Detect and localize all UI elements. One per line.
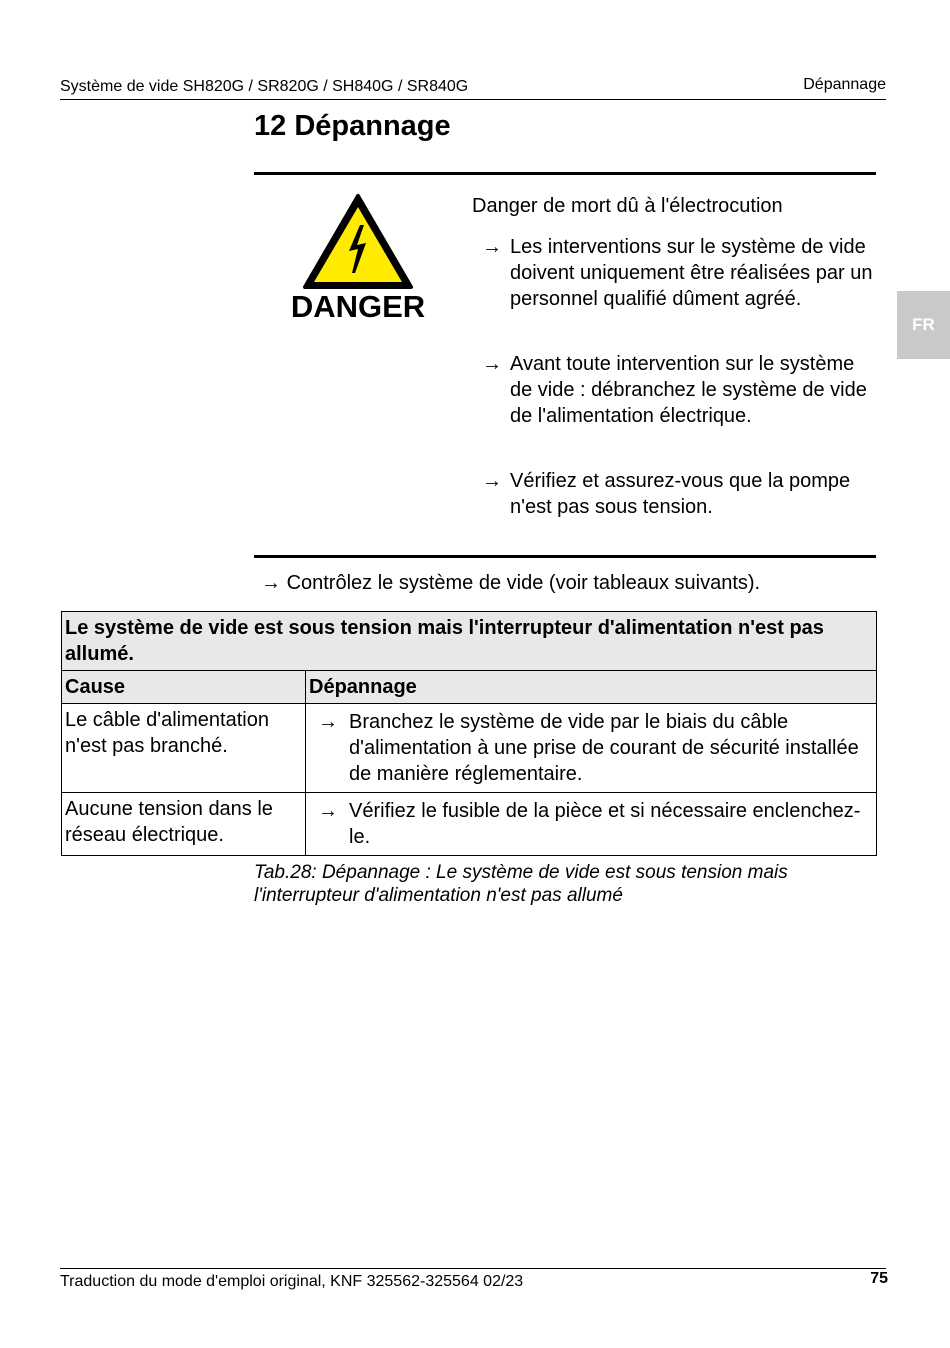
header-title: Système de vide SH820G / SR820G / SH840G / SR840G <box>60 78 469 95</box>
arrow-right-icon: → <box>261 572 281 594</box>
electric-hazard-icon <box>302 193 414 291</box>
danger-item <box>482 351 877 429</box>
section-title: 12 Dépannage <box>254 110 451 142</box>
arrow-right-icon: → <box>482 353 502 375</box>
danger-item <box>482 234 877 312</box>
arrow-right-icon: → <box>318 800 338 822</box>
danger-title: Danger de mort dû à l'électrocution <box>472 195 783 217</box>
danger-block-top-rule <box>254 172 876 175</box>
column-header-cause: Cause <box>62 671 306 704</box>
table-caption: Tab.28: Dépannage : Le système de vide est sous tension mais l'interrupteur d'alimentation n'est pas allumé <box>254 862 788 906</box>
footer-text: Traduction du mode d'emploi original, KNF 325562-325564 02/23 <box>60 1273 524 1290</box>
table-row <box>62 704 877 793</box>
danger-signal-word: DANGER <box>290 289 426 324</box>
fix-cell <box>306 793 877 856</box>
footer-divider <box>60 1268 886 1269</box>
page-number: 75 <box>870 1270 888 1287</box>
danger-item-text: Vérifiez et assurez-vous que la pompe n'est pas sous tension. <box>510 470 851 518</box>
troubleshooting-table <box>61 611 877 856</box>
arrow-right-icon: → <box>318 711 338 733</box>
intro-instruction-text: Contrôlez le système de vide (voir tableaux suivants). <box>286 572 761 594</box>
danger-item-text: Les interventions sur le système de vide doivent uniquement être réalisées par un personnel qualifié dûment agréé. <box>510 236 873 310</box>
arrow-right-icon: → <box>482 470 502 492</box>
header-divider <box>60 99 886 100</box>
header-section: Dépannage <box>803 76 886 93</box>
arrow-right-icon: → <box>482 236 502 258</box>
cause-cell: Le câble d'alimentation n'est pas branché. <box>62 704 306 793</box>
table-row <box>62 793 877 856</box>
intro-instruction <box>261 572 760 595</box>
language-tab-label: FR <box>912 315 935 334</box>
fix-cell <box>306 704 877 793</box>
danger-block-bottom-rule <box>254 555 876 558</box>
danger-item <box>482 468 877 520</box>
column-header-fix: Dépannage <box>306 671 877 704</box>
fix-text: Branchez le système de vide par le biais du câble d'alimentation à une prise de courant de sécurité installée de manière réglementaire. <box>349 711 859 785</box>
language-tab <box>897 291 950 359</box>
table-heading: Le système de vide est sous tension mais l'interrupteur d'alimentation n'est pas allumé. <box>62 612 877 671</box>
danger-item-text: Avant toute intervention sur le système de vide : débranchez le système de vide de l'alimentation électrique. <box>510 353 867 427</box>
cause-cell: Aucune tension dans le réseau électrique. <box>62 793 306 856</box>
fix-text: Vérifiez le fusible de la pièce et si nécessaire enclenchez-le. <box>349 800 861 848</box>
